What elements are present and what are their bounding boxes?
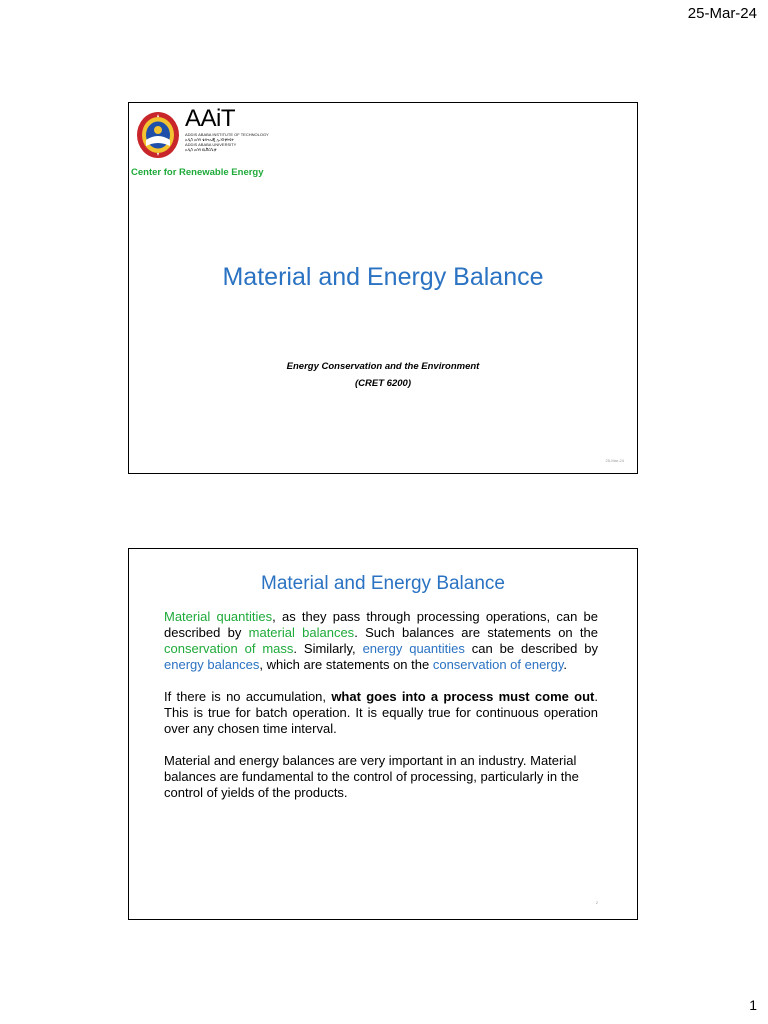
text-run: , which are statements on the: [259, 657, 433, 672]
text-run: If there is no accumulation,: [164, 689, 332, 704]
text-run: , as they pass through processing operations, can be described by: [164, 609, 599, 640]
text-run: . This is true for batch operation. It is equally true for continuous operation over any chosen time interval.: [164, 689, 598, 736]
slide-2-body: [164, 609, 598, 817]
slide-1-footer-date: 25-Mar-24: [605, 458, 624, 463]
term-energy-quantities: energy quantities: [362, 641, 465, 656]
term-conservation-of-energy: conservation of energy: [432, 657, 564, 672]
text-run: . Similarly,: [293, 641, 363, 656]
page-date: 25-Mar-24: [687, 5, 757, 22]
emphasis-process-rule: what goes into a process must come out: [331, 689, 595, 704]
paragraph-balances: [164, 609, 598, 673]
text-run: .: [563, 657, 568, 672]
paragraph-importance: Material and energy balances are very important in an industry. Material balances are fundamental to the control of processing, particularly in the control of yields of the products.: [164, 753, 579, 800]
brand-line: ADDIS ABABA UNIVERSITY: [185, 142, 237, 147]
page-number: 1: [749, 997, 757, 1013]
course-info: [129, 358, 637, 392]
term-energy-balances: energy balances: [164, 657, 260, 672]
paragraph-accumulation: [164, 689, 598, 737]
text-run: . Such balances are statements on the: [354, 625, 598, 640]
term-material-quantities: Material quantities: [164, 609, 273, 624]
brand-name: AAiT: [185, 105, 236, 132]
brand-line: አዲስ አበባ ዩኒቨርሲቲ: [185, 147, 217, 152]
brand-line: ADDIS ABABA INSTITUTE OF TECHNOLOGY: [185, 132, 269, 137]
course-code: (CRET 6200): [355, 378, 411, 389]
term-conservation-of-mass: conservation of mass: [164, 641, 294, 656]
term-material-balances: material balances: [248, 625, 355, 640]
slide-1: [128, 102, 638, 474]
text-run: can be described by: [464, 641, 598, 656]
brand-block: [185, 106, 269, 152]
slide-1-title: Material and Energy Balance: [222, 263, 544, 291]
slide-2: [128, 548, 638, 920]
slide-2-title: Material and Energy Balance: [261, 573, 505, 594]
brand-line: አዲስ አበባ ቴክኖሎጂ ኢንስቲትዩት: [185, 137, 235, 142]
course-name: Energy Conservation and the Environment: [286, 361, 480, 372]
slide-2-number: 2: [595, 900, 598, 905]
center-name: Center for Renewable Energy: [131, 167, 264, 178]
university-seal-logo: [136, 110, 180, 160]
